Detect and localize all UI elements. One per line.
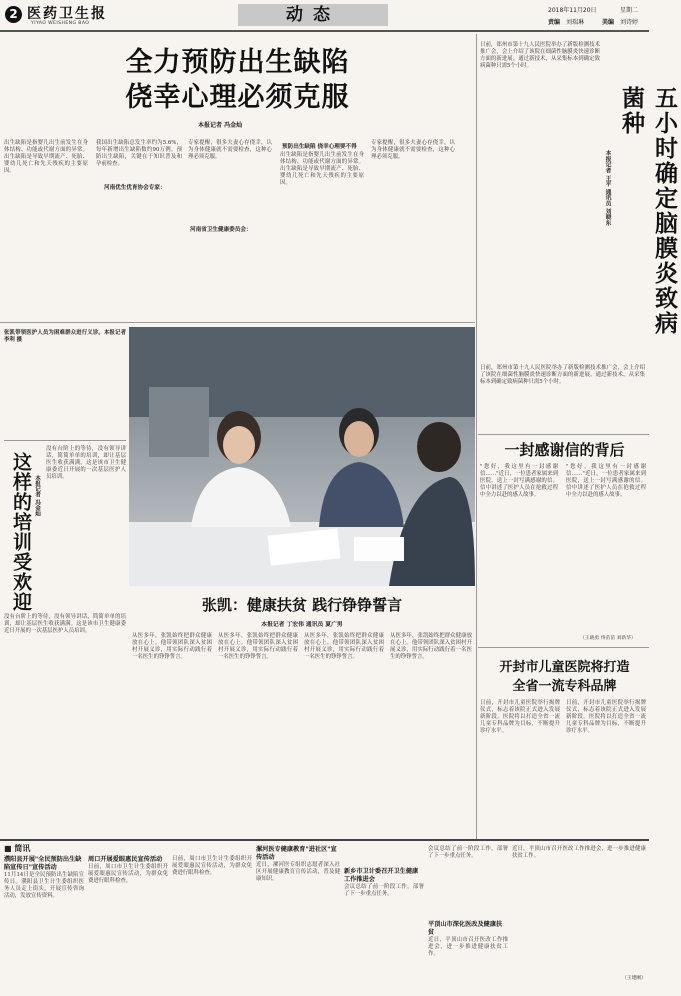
zhangkai-byline: 本报记者 丁宏伟 通讯员 夏广男 xyxy=(261,622,343,628)
brief-body: 近日，漯河医专组织志愿者深入社区开展健康教育宣传活动，普及健康知识。 xyxy=(256,862,340,882)
issue-weekday: 星期二 xyxy=(620,7,639,14)
zhangkai-body-col4: 从医多年，张凯始终把群众健康放在心上。他带领团队深入贫困村开展义诊，用实际行动践行着一名医生的铮铮誓言。 xyxy=(390,633,472,660)
lead-body-col3: 专家提醒，很多夫妻心存侥幸，认为身体健康就不需要检查，这种心理必须克服。 xyxy=(188,140,272,160)
brief-body: 近日，平顶山市召开医改工作推进会，进一步推进健康扶贫工作。 xyxy=(512,846,646,859)
designer-name: 刘诗婷 xyxy=(620,19,639,26)
children-body-col2: 日前，开封市儿童医院举行揭牌仪式，标志着该院正式进入发展新阶段。医院将以打造全省一流儿童专科品牌为目标，不断提升诊疗水平。 xyxy=(566,700,646,734)
zhangkai-body-col3: 从医多年，张凯始终把群众健康放在心上。他带领团队深入贫困村开展义诊，用实际行动践行着一名医生的铮铮誓言。 xyxy=(304,633,384,660)
meningitis-body-lower: 日前，郑州市第十九人民医院举办了新版检测技术推广会，会上介绍了该院在细菌性脑膜炎快速诊断方面的新进展。通过新技术，从采集标本到确定致病菌种只需5个小时。 xyxy=(480,365,645,385)
brief-body: 会议总结了前一阶段工作，部署了下一步重点任务。 xyxy=(428,846,508,859)
training-body: 没有台阶上的等待，没有领导讲话，简简单单的培训，却让基层医生收获满满。这是该市卫生健康委近日开展的一次基层医护人员培训。 xyxy=(46,446,126,480)
training-title: 这样的培训受欢迎 xyxy=(10,452,32,612)
brief-title: 漯河医专健康教育"进社区"宣传活动 xyxy=(256,846,337,861)
brief-title: 新乡市卫计委召开卫生健康工作推进会 xyxy=(344,868,419,883)
brief-body: 日前，周口市卫生计生委组织开展爱眼惠民宣传活动，为群众免费进行眼科检查。 xyxy=(172,856,252,876)
page-number: 2 xyxy=(5,6,22,23)
masthead-rule xyxy=(0,30,649,32)
brief-item-3 xyxy=(172,856,252,986)
brief-body: 近日，平顶山市召开医改工作推进会，进一步推进健康扶贫工作。 xyxy=(428,937,508,957)
children-body: 日前，开封市儿童医院举行揭牌仪式，标志着该院正式进入发展新阶段。医院将以打造全省一流儿童专科品牌为目标，不断提升诊疗水平。 xyxy=(480,700,560,734)
meningitis-byline: 本报记者 王平 通讯员 刘晓东 xyxy=(604,150,610,226)
brief-body: 11月14日是全民预防出生缺陷宣传日。濮阳县卫生计生委组织医务人员走上街头，开展宣传咨询活动，发放宣传资料。 xyxy=(4,872,84,899)
letter-title: 一封感谢信的背后 xyxy=(504,441,625,459)
meningitis-body-top: 日前，郑州市第十九人民医院举办了新版检测技术推广会，会上介绍了该院在细菌性脑膜炎快速诊断方面的新进展。通过新技术，从采集标本到确定致病菌种只需5个小时。 xyxy=(480,42,600,69)
brief-item-4 xyxy=(256,846,340,977)
designer-label: 美编 xyxy=(602,19,615,26)
photo-caption: 张凯带领医护人员为困难群众进行义诊。本报记者 李利 摄 xyxy=(4,330,126,343)
brief-item-5 xyxy=(344,846,424,984)
lead-body-col5: 专家提醒，很多夫妻心存侥幸，认为身体健康就不需要检查，这种心理必须克服。 xyxy=(371,140,455,160)
lead-title-line1: 全力预防出生缺陷 xyxy=(125,47,350,78)
editor-label: 责编 xyxy=(548,19,561,26)
zhangkai-title: 张凯：健康扶贫 践行铮铮誓言 xyxy=(201,596,403,614)
brief-title: 周口开展爱眼惠民宣传活动 xyxy=(88,856,163,863)
paper-name: 医药卫生报 xyxy=(27,6,107,22)
brief-corner: （王建刚） xyxy=(622,976,646,981)
brief-body: 日前，周口市卫生计生委组织开展爱眼惠民宣传活动，为群众免费进行眼科检查。 xyxy=(88,864,168,884)
briefs-label-text: 简讯 xyxy=(14,844,31,853)
lead-body-col4: 出生缺陷是指婴儿出生前发生在身体结构、功能或代谢方面的异常。出生缺陷是导致早期流产、死胎、婴幼儿死亡和先天残疾的主要原因。 xyxy=(280,152,364,186)
paper-name-en: YIYAO WEISHENG BAO xyxy=(31,21,90,26)
children-title-line2: 全省一流专科品牌 xyxy=(512,679,617,694)
brief-item-7 xyxy=(512,846,646,986)
masthead xyxy=(0,0,649,30)
zhangkai-body-col1: 从医多年，张凯始终把群众健康放在心上。他带领团队深入贫困村开展义诊，用实际行动践行着一名医生的铮铮誓言。 xyxy=(132,633,212,660)
letter-body-col2: "您好，我这里有一封感谢信……"近日，一位患者家属来到医院，送上一封写满感谢的信。信中讲述了医护人员在抢救过程中全力以赴的感人故事。 xyxy=(566,464,646,498)
section-title: 动态 xyxy=(286,5,340,25)
briefs-label: ■ 简讯 xyxy=(4,844,31,853)
letter-byline: （王晓勇 佟苗苗 刘新华） xyxy=(580,636,636,641)
letter-bottom-rule xyxy=(478,647,649,648)
lead-title-line2: 侥幸心理必须克服 xyxy=(125,82,350,113)
meningitis-bottom-rule xyxy=(478,434,649,435)
briefs-top-rule xyxy=(0,839,649,841)
training-body-lower: 没有台阶上的等待，没有领导讲话，简简单单的培训，却让基层医生收获满满。这是该市卫生健康委近日开展的一次基层医护人员培训。 xyxy=(4,614,126,634)
lead-body-col2: 我国出生缺陷总发生率约为5.6%，每年新增出生缺陷数约90万例。预防出生缺陷，关键在于知识普及和孕前检查。 xyxy=(96,140,182,167)
brief-item-6 xyxy=(428,846,508,982)
lead-sub-prevention: 预防出生缺陷 侥幸心理要不得 xyxy=(282,144,357,150)
brief-title: 平顶山市深化医改及健康扶贫 xyxy=(428,921,503,936)
caption-rule xyxy=(4,440,126,441)
issue-date: 2018年11月20日 xyxy=(548,7,597,14)
meningitis-title: 五小时确定脑膜炎致病菌种 xyxy=(618,86,677,336)
lead-byline: 本报记者 冯金灿 xyxy=(198,122,243,129)
lead-bottom-rule xyxy=(0,322,475,323)
brief-item-1 xyxy=(4,856,84,982)
children-title-line1: 开封市儿童医院将打造 xyxy=(499,660,630,675)
training-byline: 本报记者 冯金灿 xyxy=(34,475,40,517)
clinic-photo-image xyxy=(129,327,475,586)
brief-title: 濮阳县开展"全民预防出生缺陷宣传日"宣传活动 xyxy=(4,856,82,871)
brief-item-2 xyxy=(88,856,168,974)
clinic-photo xyxy=(129,327,475,586)
brief-body: 会议总结了前一阶段工作，部署了下一步重点任务。 xyxy=(344,884,424,897)
editor-name: 刘瑞琳 xyxy=(566,19,585,26)
lead-sub-association: 河南优生优育协会专家： xyxy=(104,185,166,191)
letter-body: "您好，我这里有一封感谢信……"近日，一位患者家属来到医院，送上一封写满感谢的信。信中讲述了医护人员在抢救过程中全力以赴的感人故事。 xyxy=(480,464,558,498)
lead-body-col1: 出生缺陷是指婴儿出生前发生在身体结构、功能或代谢方面的异常。出生缺陷是导致早期流产、死胎、婴幼儿死亡和先天残疾的主要原因。 xyxy=(4,140,88,174)
lead-sub-commission: 河南省卫生健康委员会： xyxy=(190,227,252,233)
right-column-divider xyxy=(476,34,477,839)
zhangkai-body-col2: 从医多年，张凯始终把群众健康放在心上。他带领团队深入贫困村开展义诊，用实际行动践行着一名医生的铮铮誓言。 xyxy=(218,633,298,660)
